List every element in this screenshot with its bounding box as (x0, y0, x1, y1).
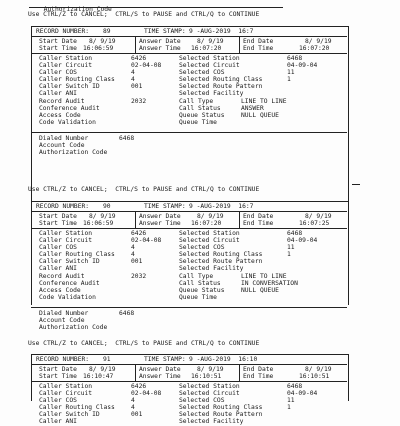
answer-values: 8/ 9/19 16:07:20 (191, 213, 224, 228)
date-time-section (31, 37, 347, 54)
answer-values: 8/ 9/19 16:07:20 (191, 38, 224, 53)
dialed-section: Dialed Number 6468 Account Code Authorization Code (31, 307, 347, 338)
end-values: 8/ 9/19 16:07:20 (299, 38, 332, 53)
authorization-code-label: Authorization Code (43, 6, 112, 14)
end-labels: End Date End Time (243, 366, 274, 381)
time-stamp-value: 9 -AUG-2019 16:7 (189, 28, 254, 35)
start-values: 8/ 9/19 16:10:47 (83, 366, 116, 381)
call-record (31, 201, 347, 338)
end-labels: End Date End Time (243, 38, 274, 53)
control-instructions: Use CTRL/Z to CANCEL; CTRL/S to PAUSE and CTRL/Q to CONTINUE (28, 340, 260, 347)
divider (239, 365, 240, 381)
control-instructions: Use CTRL/Z to CANCEL; CTRL/S to PAUSE and CTRL/Q to CONTINUE (28, 11, 260, 18)
record-number-label: RECORD NUMBER: (36, 28, 90, 35)
end-labels: End Date End Time (243, 213, 274, 228)
caller-fields: Caller Station 6426 Caller Circuit 02-04-08 Caller COS 4 Caller Routing Class 4 Caller Switch ID 001 Caller ANI Record Audit 2032 Conference Audit Access Code Code Validation (39, 55, 162, 126)
start-values: 8/ 9/19 16:06:59 (83, 38, 116, 53)
start-labels: Start Date Start Time (39, 366, 77, 381)
divider (135, 212, 136, 228)
time-stamp-label: TIME STAMP: (144, 356, 186, 363)
record-number-value: 91 (103, 356, 111, 363)
start-values: 8/ 9/19 16:06:59 (83, 213, 116, 228)
control-instructions: Use CTRL/Z to CANCEL; CTRL/S to PAUSE and CTRL/Q to CONTINUE (28, 186, 260, 193)
divider (239, 37, 240, 53)
box-bottom-border (29, 7, 283, 8)
call-record (31, 26, 347, 163)
divider (135, 365, 136, 381)
divider (239, 212, 240, 228)
record-header (31, 201, 347, 212)
end-values: 8/ 9/19 16:07:25 (299, 213, 332, 228)
dialed-section: Dialed Number 6468 Account Code Authorization Code (31, 132, 347, 163)
record-header (31, 354, 347, 365)
answer-labels: Answer Date Answer Time (139, 366, 181, 381)
answer-labels: Answer Date Answer Time (139, 38, 181, 53)
record-details (31, 54, 347, 132)
date-time-section (31, 212, 347, 229)
record-number-value: 90 (103, 203, 111, 210)
selected-fields: Selected Station 6468 Selected Circuit 04-09-04 Selected COS 11 Selected Routing Class 1 Selected Route Pattern Selected Facility Call Type LINE TO LINE Call Status IN CONVERSATION Queue Status NULL QUEUE Queue Time (179, 230, 318, 301)
start-labels: Start Date Start Time (39, 213, 77, 228)
end-values: 8/ 9/19 16:10:51 (299, 366, 332, 381)
time-stamp-label: TIME STAMP: (144, 203, 186, 210)
record-number-label: RECORD NUMBER: (36, 356, 90, 363)
date-time-section (31, 365, 347, 382)
start-labels: Start Date Start Time (39, 38, 77, 53)
record-details (31, 382, 347, 426)
selected-fields: Selected Station 6468 Selected Circuit 04-09-04 Selected COS 11 Selected Routing Class 1 Selected Route Pattern Selected Facility Call Type LINE TO LINE Call Status ANSWER Queue Status NULL QUEUE Queue Time (179, 55, 318, 126)
caller-fields: Caller Station 6426 Caller Circuit 02-04-08 Caller COS 4 Caller Routing Class 4 Caller Switch ID 001 Caller ANI (39, 383, 162, 426)
caller-fields: Caller Station 6426 Caller Circuit 02-04-08 Caller COS 4 Caller Routing Class 4 Caller Switch ID 001 Caller ANI Record Audit 2032 Conference Audit Access Code Code Validation (39, 230, 162, 301)
divider (352, 184, 360, 185)
answer-labels: Answer Date Answer Time (139, 213, 181, 228)
record-details (31, 229, 347, 307)
time-stamp-value: 9 -AUG-2019 16:10 (189, 356, 258, 363)
record-number-label: RECORD NUMBER: (36, 203, 90, 210)
time-stamp-value: 9 -AUG-2019 16:7 (189, 203, 254, 210)
record-header (31, 26, 347, 37)
record-number-value: 89 (103, 28, 111, 35)
divider (135, 37, 136, 53)
call-record (31, 354, 347, 426)
time-stamp-label: TIME STAMP: (144, 28, 186, 35)
selected-fields: Selected Station 6468 Selected Circuit 04-09-04 Selected COS 11 Selected Routing Class 1 Selected Route Pattern Selected Facility (179, 383, 318, 426)
answer-values: 8/ 9/19 16:10:51 (191, 366, 224, 381)
